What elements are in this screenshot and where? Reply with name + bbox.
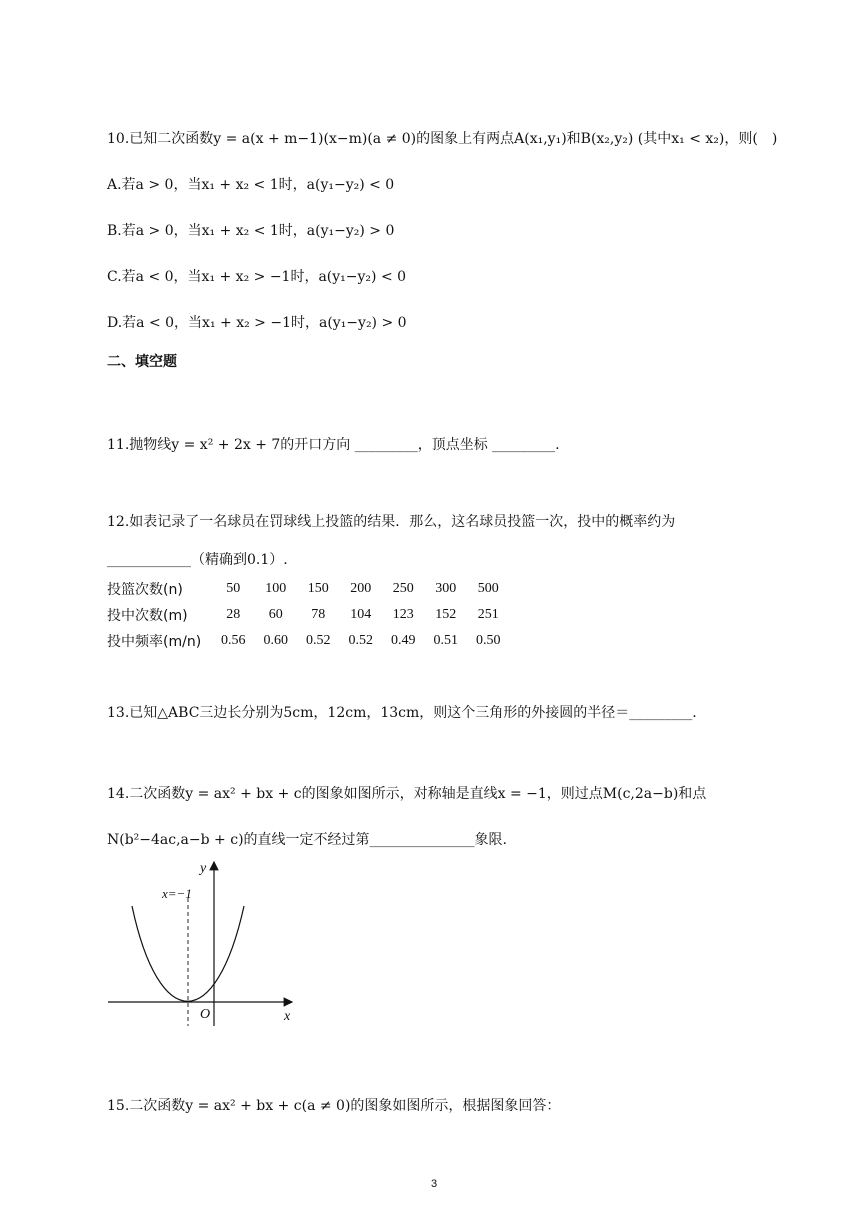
- q10-option-c: C.若a < 0，当x₁ + x₂ > −1时，a(y₁−y₂) < 0: [107, 269, 407, 285]
- symmetry-label: x=−1: [162, 886, 192, 901]
- table-cell: 251: [477, 607, 499, 622]
- table-cell: 28: [226, 607, 241, 622]
- y-axis-label: y: [200, 861, 207, 876]
- table-cell: 50: [226, 581, 241, 596]
- table-cell: 0.49: [391, 633, 416, 648]
- q12-line1: 12.如表记录了一名球员在罚球线上投篮的结果．那么，这名球员投篮一次，投中的概率约为: [107, 514, 676, 530]
- q15-text: 15.二次函数y = ax² + bx + c(a ≠ 0)的图象如图所示，根据图象回答：: [107, 1098, 561, 1114]
- row-label: 投中次数(m): [107, 608, 188, 624]
- table-row: [107, 602, 510, 628]
- table-cell: 0.56: [221, 633, 246, 648]
- table-cell: 200: [350, 581, 372, 596]
- q10-option-d: D.若a < 0，当x₁ + x₂ > −1时，a(y₁−y₂) > 0: [107, 315, 407, 331]
- row-label: 投篮次数(n): [107, 582, 183, 598]
- table-cell: 123: [392, 607, 414, 622]
- q14-line2: N(b²−4ac,a−b + c)的直线一定不经过第_______________象限.: [107, 832, 507, 848]
- table-row: [107, 628, 510, 654]
- table-cell: 0.60: [263, 633, 288, 648]
- table-cell: 100: [265, 581, 287, 596]
- q12-table: [107, 576, 510, 654]
- q11-text: 11.抛物线y = x² + 2x + 7的开口方向 _________，顶点坐标 _________.: [107, 437, 560, 453]
- q13-text: 13.已知△ABC三边长分别为5cm，12cm，13cm，则这个三角形的外接圆的半径＝_________.: [107, 705, 697, 721]
- origin-label: O: [200, 1007, 211, 1022]
- table-cell: 60: [268, 607, 283, 622]
- row-label: 投中频率(m/n): [107, 634, 202, 650]
- table-cell: 0.51: [433, 633, 458, 648]
- q10-stem: 10.已知二次函数y = a(x + m−1)(x−m)(a ≠ 0)的图象上有两点A(x₁,y₁)和B(x₂,y₂) (其中x₁ < x₂)，则( ): [107, 131, 778, 147]
- page-number: 3: [430, 1178, 438, 1190]
- x-axis-label: x: [284, 1009, 291, 1024]
- table-cell: 500: [477, 581, 499, 596]
- table-cell: 250: [392, 581, 414, 596]
- table-cell: 0.50: [476, 633, 501, 648]
- q14-line1: 14.二次函数y = ax² + bx + c的图象如图所示，对称轴是直线x = −1，则过点M(c,2a−b)和点: [107, 786, 707, 802]
- table-row: [107, 576, 510, 602]
- table-cell: 104: [350, 607, 372, 622]
- table-cell: 78: [311, 607, 326, 622]
- q10-option-b: B.若a > 0，当x₁ + x₂ < 1时，a(y₁−y₂) > 0: [107, 223, 395, 239]
- table-cell: 0.52: [306, 633, 331, 648]
- q10-option-a: A.若a > 0，当x₁ + x₂ < 1时，a(y₁−y₂) < 0: [107, 177, 395, 193]
- table-cell: 152: [435, 607, 457, 622]
- q14-parabola-graph: [104, 858, 304, 1028]
- table-cell: 300: [435, 581, 457, 596]
- table-cell: 0.52: [348, 633, 373, 648]
- q12-line2: ____________（精确到0.1）.: [107, 552, 288, 568]
- section-title: 二、填空题: [107, 354, 177, 370]
- table-cell: 150: [307, 581, 329, 596]
